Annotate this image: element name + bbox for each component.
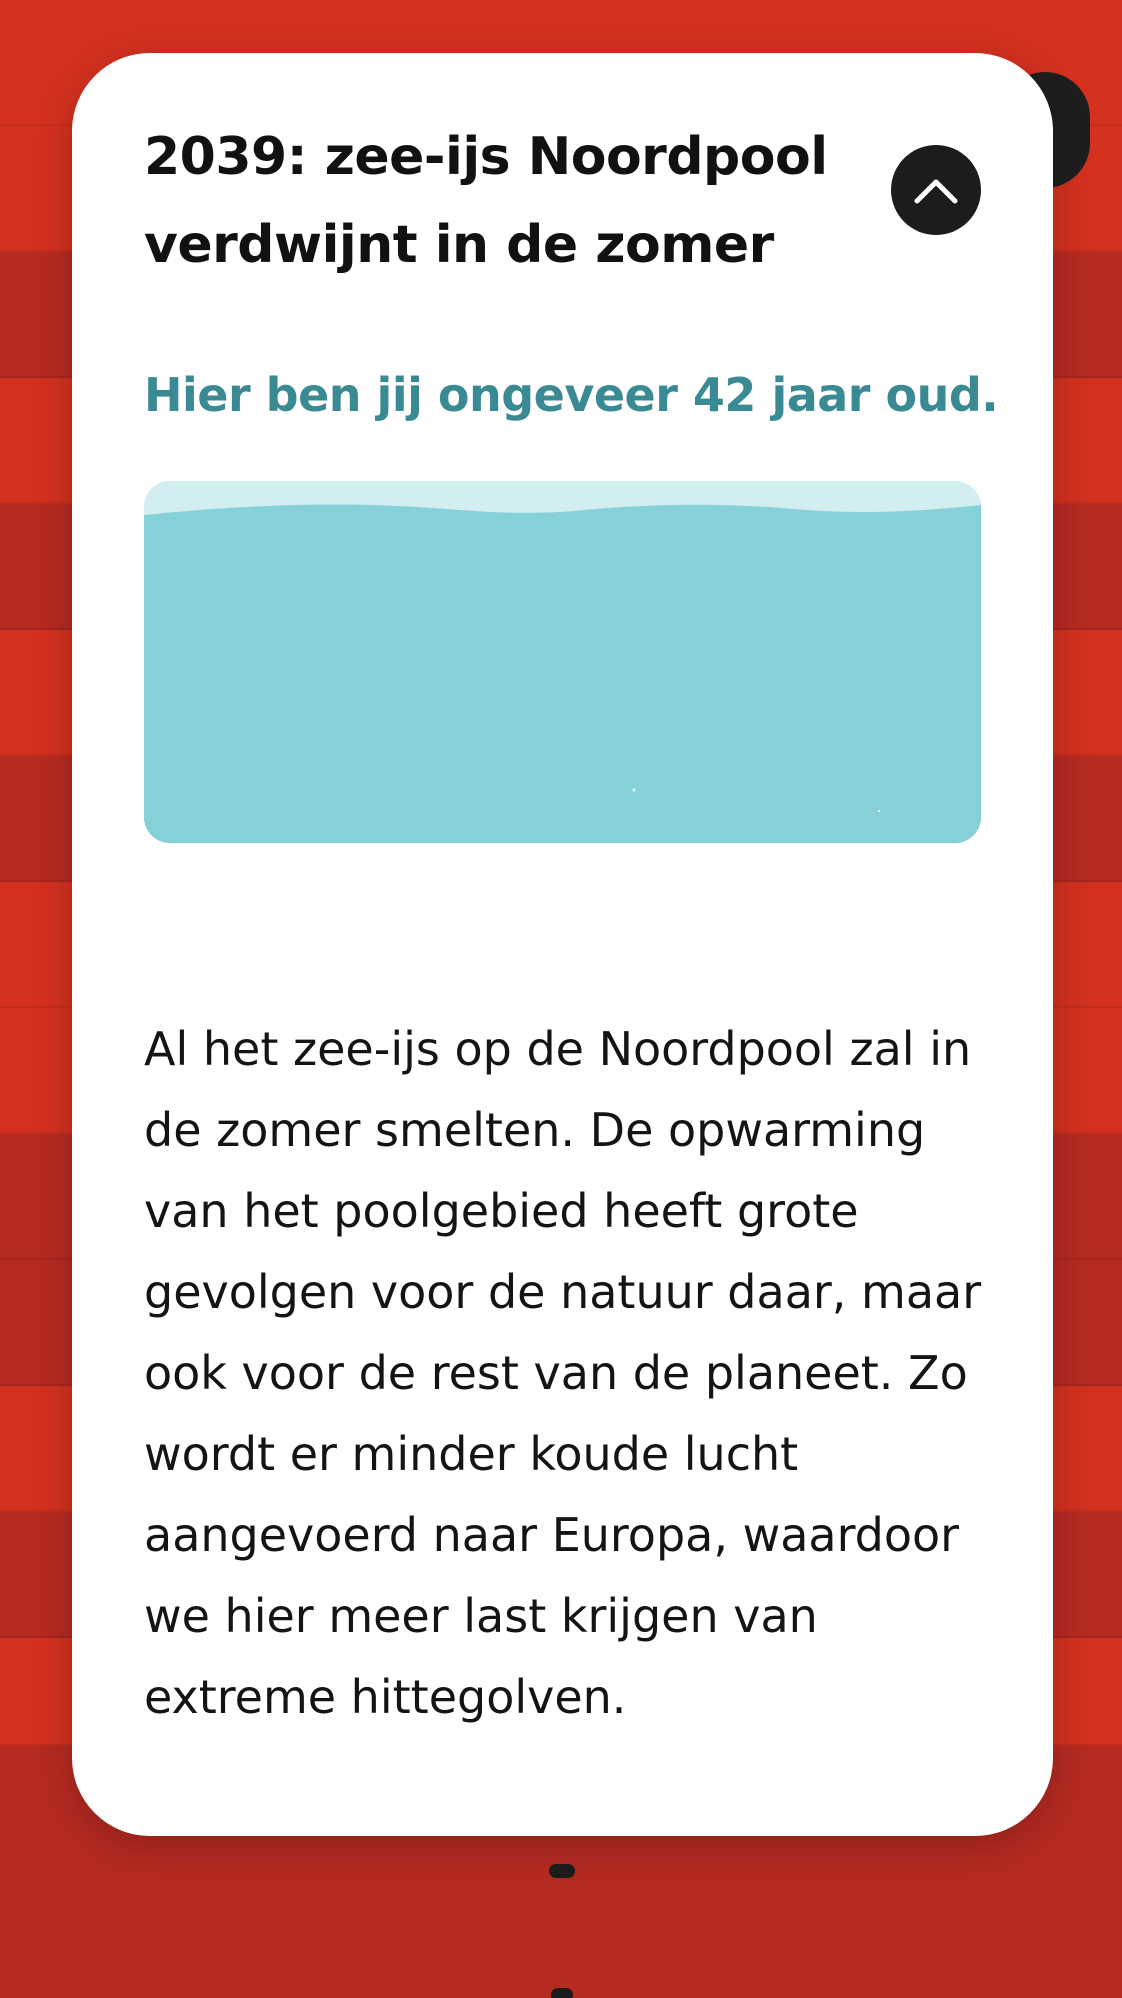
- collapse-button[interactable]: [891, 145, 981, 235]
- body-text: Al het zee-ijs op de Noordpool zal in de zomer smelten. De opwarming van het poolgebied heeft grote gevolgen voor de natuur daar, maar ook voor de rest van de planeet. Zo wordt er minder koude lucht aangevoerd naar Europa, waardoor we hier meer last krijgen van extreme hittegolven.: [144, 1022, 982, 1724]
- sea-ice-illustration: [144, 481, 981, 843]
- event-card: [72, 53, 1053, 1836]
- water-surface: [144, 504, 981, 843]
- card-title: 2039: zee-ijs Noordpool verdwijnt in de zomer: [144, 127, 828, 275]
- age-line: Hier ben jij ongeveer 42 jaar oud.: [144, 368, 999, 422]
- timeline-pager-dot[interactable]: [551, 1988, 573, 1998]
- ice-floe: [878, 810, 880, 812]
- ice-floe: [633, 789, 636, 792]
- timeline-pager-dot[interactable]: [549, 1864, 575, 1878]
- chevron-up-icon: [913, 175, 959, 205]
